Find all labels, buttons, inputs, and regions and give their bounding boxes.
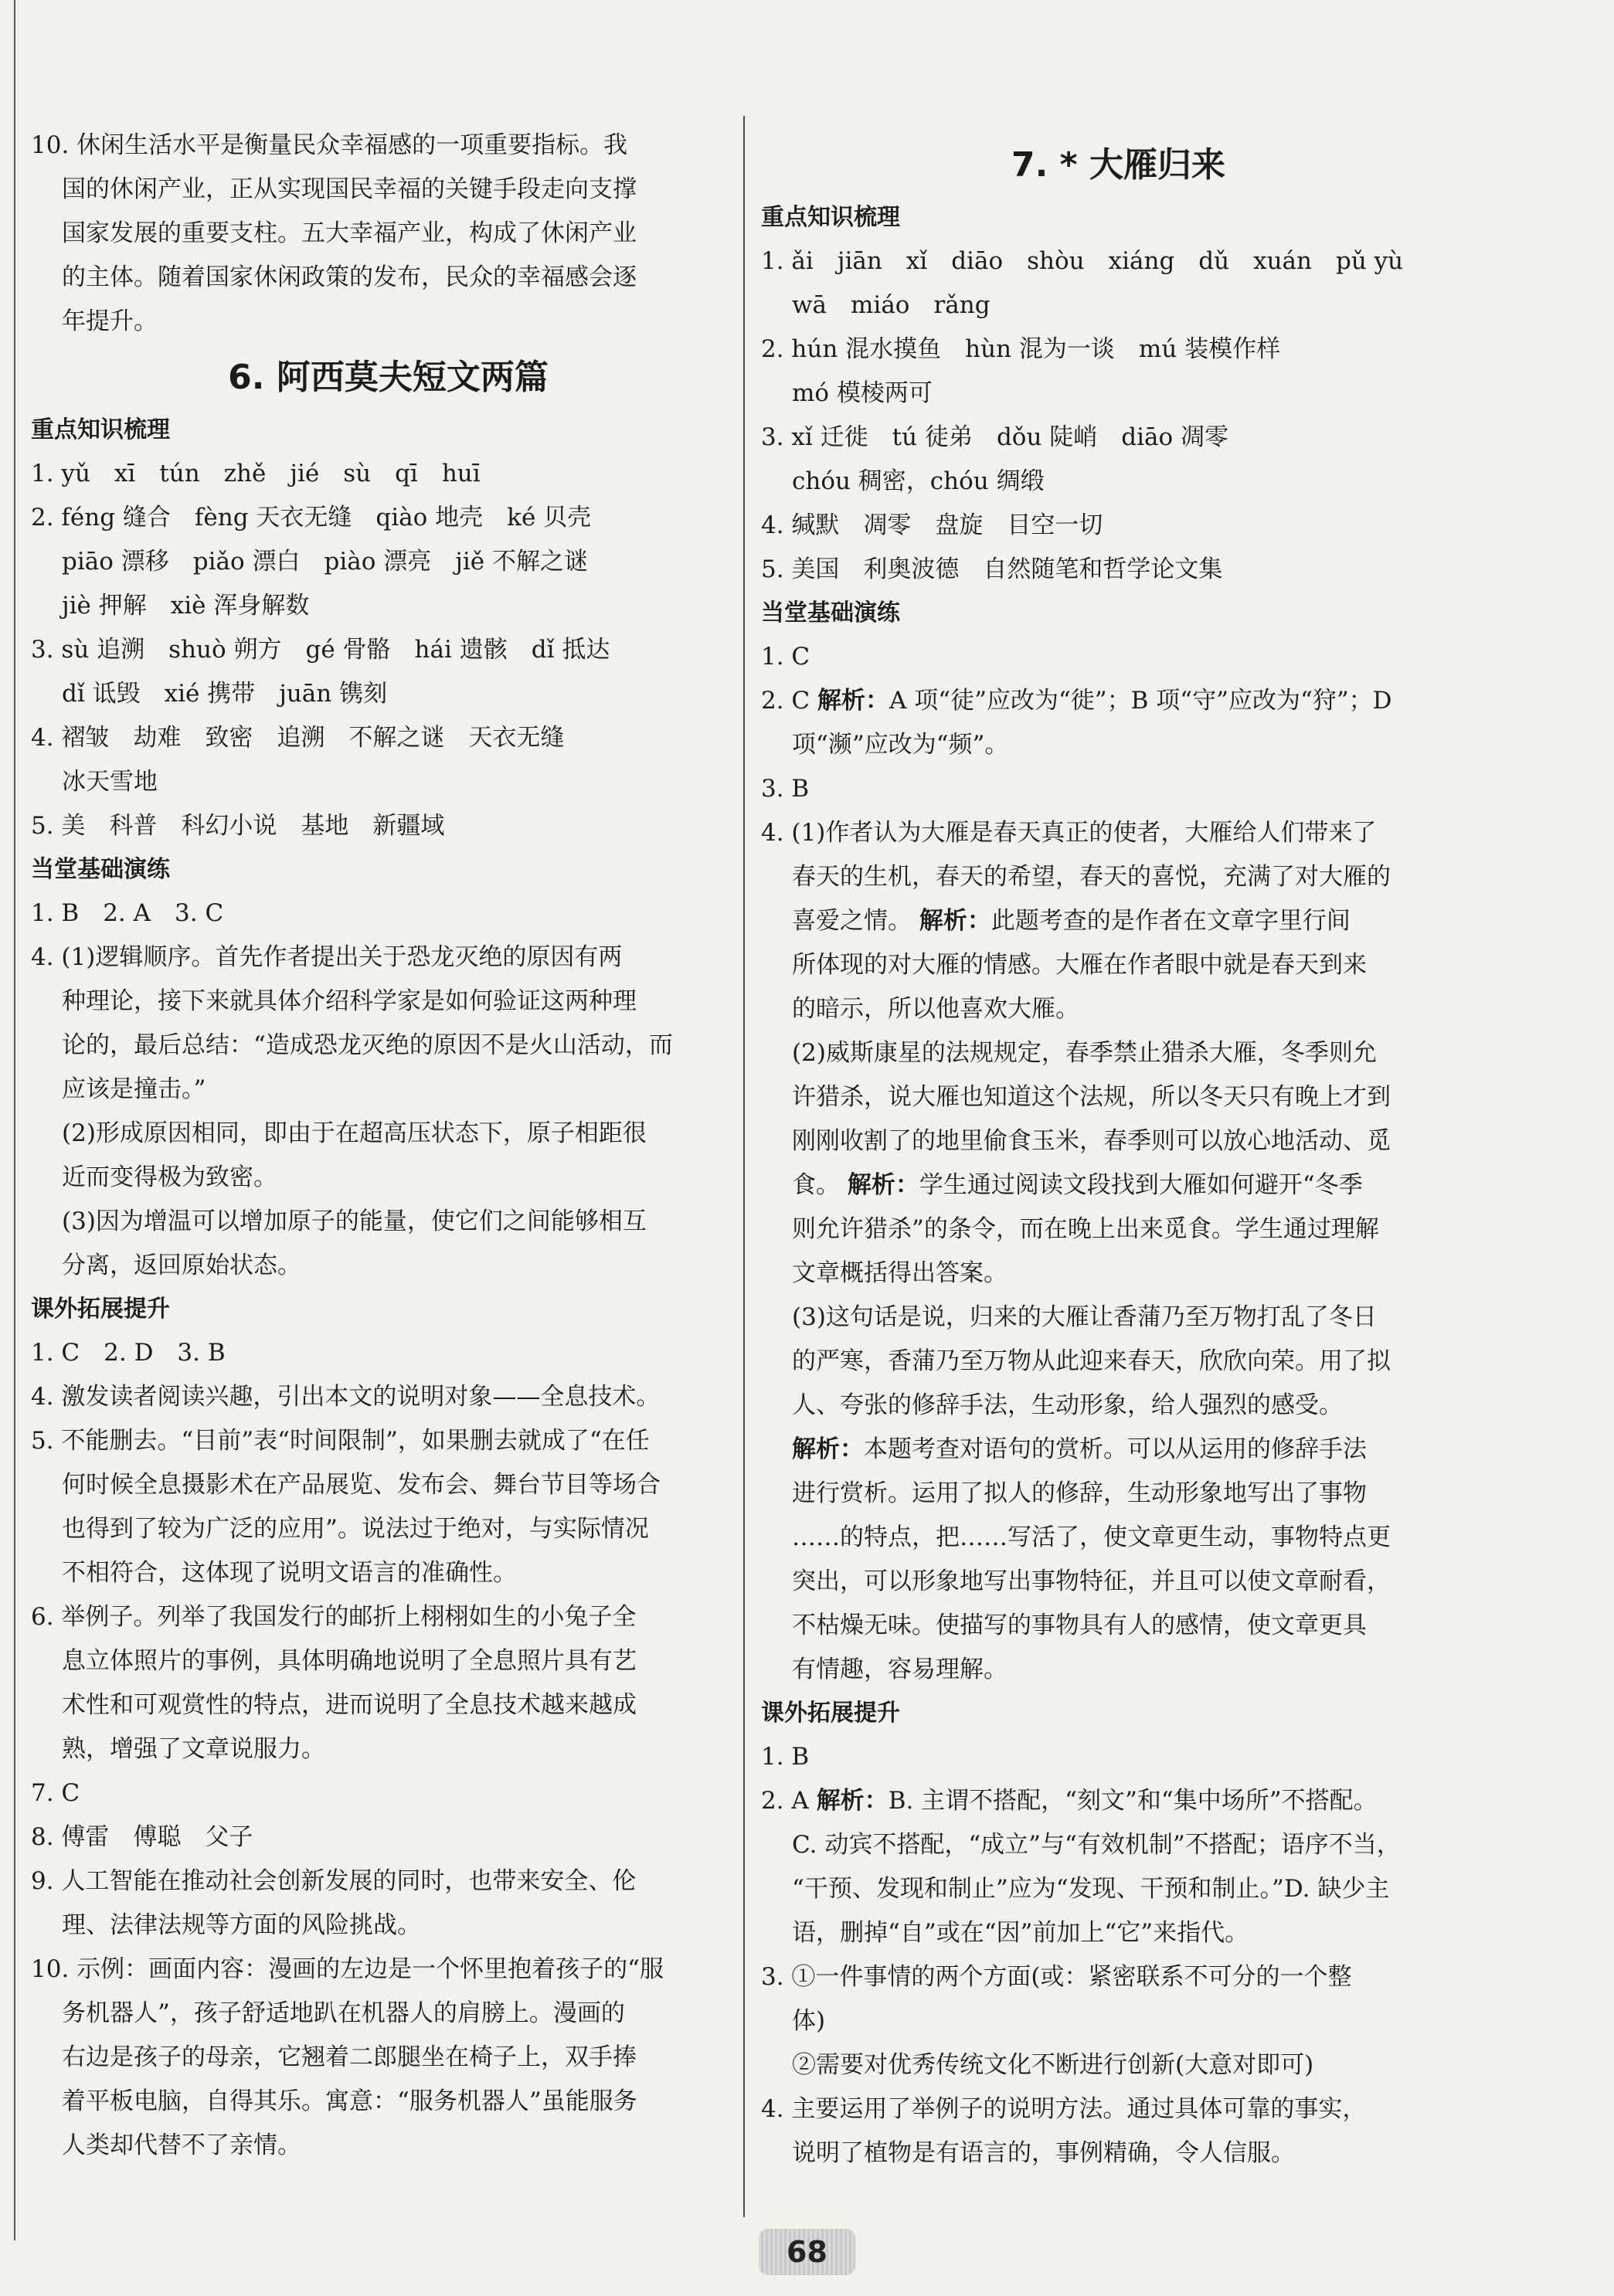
- text-line: 息立体照片的事例，具体明确地说明了全息照片具有艺: [62, 1647, 637, 1675]
- text-line: 不相符合，这体现了说明文语言的准确性。: [62, 1559, 517, 1587]
- text-line: piāo 漂移 piǎo 漂白 piào 漂亮 jiě 不解之谜: [62, 548, 588, 576]
- q10-previous-lesson: [31, 124, 746, 344]
- text-line: jiè 押解 xiè 浑身解数: [62, 592, 310, 620]
- text-line: 理、法律法规等方面的风险挑战。: [62, 1911, 421, 1939]
- text-line: 突出，可以形象地写出事物特征，并且可以使文章耐看，: [792, 1567, 1391, 1595]
- text-line: 4. 激发读者阅读兴趣，引出本文的说明对象——全息技术。: [31, 1383, 661, 1411]
- text-line: 1. B 2. A 3. C: [31, 899, 224, 927]
- text-line: 3. ①一件事情的两个方面(或：紧密联系不可分的一个整: [761, 1963, 1352, 1991]
- text-line: 种理论，接下来就具体介绍科学家是如何验证这两种理: [62, 987, 637, 1015]
- answer-text: 食。: [792, 1171, 840, 1199]
- text-line: 春天的生机，春天的希望，春天的喜悦，充满了对大雁的: [792, 863, 1391, 891]
- analysis-label: 解析：: [919, 907, 991, 935]
- text-line: 务机器人”，孩子舒适地趴在机器人的肩膀上。漫画的: [62, 1999, 625, 2027]
- answer: 2. A: [761, 1787, 809, 1815]
- text-line: 3. B: [761, 775, 810, 803]
- text-line: 近而变得极为致密。: [62, 1163, 277, 1191]
- analysis-label: 解析：: [817, 687, 890, 715]
- text-line: 6. 举例子。列举了我国发行的邮折上栩栩如生的小兔子全: [31, 1603, 637, 1631]
- text-line: 项“濒”应改为“频”。: [792, 731, 1009, 759]
- text-line: 2. hún 混水摸鱼 hùn 混为一谈 mú 装模作样: [761, 335, 1281, 363]
- text-line: “干预、发现和制止”应为“发现、干预和制止。”D. 缺少主: [792, 1875, 1390, 1903]
- text-line: 文章概括得出答案。: [792, 1259, 1007, 1287]
- text-line: 5. 美国 利奥波德 自然随笔和哲学论文集: [761, 555, 1223, 583]
- section-heading: 课外拓展提升: [761, 1700, 900, 1727]
- text-line: 体): [792, 2007, 826, 2035]
- text-line: 不枯燥无味。使描写的事物具有人的感情，使文章更具: [792, 1612, 1367, 1639]
- text-line: 语，删掉“自”或在“因”前加上“它”来指代。: [792, 1919, 1249, 1947]
- text-line: 10. 休闲生活水平是衡量民众幸福感的一项重要指标。我: [31, 131, 628, 159]
- text-line: 人、夸张的修辞手法，生动形象，给人强烈的感受。: [792, 1391, 1343, 1419]
- left-column: [31, 124, 746, 2168]
- text-line: [761, 1779, 1476, 1823]
- text-line: 5. 不能删去。“目前”表“时间限制”，如果删去就成了“在任: [31, 1427, 650, 1455]
- page-number-badge: [759, 2229, 855, 2275]
- section-heading: 当堂基础演练: [761, 599, 900, 627]
- text-line: 3. xǐ 迁徙 tú 徒弟 dǒu 陡峭 diāo 凋零: [761, 423, 1229, 451]
- text-line: 10. 示例：画面内容：漫画的左边是一个怀里抱着孩子的“服: [31, 1955, 664, 1983]
- text-line: 8. 傅雷 傅聪 父子: [31, 1823, 253, 1851]
- text-line: 国的休闲产业，正从实现国民幸福的关键手段走向支撑: [62, 175, 637, 203]
- text-line: 1. C: [761, 643, 810, 671]
- binding-margin-strip: [0, 0, 15, 2240]
- text-line: C. 动宾不搭配，“成立”与“有效机制”不搭配；语序不当，: [792, 1831, 1401, 1859]
- text-line: 1. C 2. D 3. B: [31, 1339, 226, 1367]
- section-heading: 重点知识梳理: [31, 416, 170, 443]
- text-line: (3)因为增温可以增加原子的能量，使它们之间能够相互: [62, 1207, 647, 1235]
- text-line: 2. féng 缝合 fèng 天衣无缝 qiào 地壳 ké 贝壳: [31, 504, 592, 532]
- text-line: ……的特点，把……写活了，使文章更生动，事物特点更: [792, 1523, 1391, 1551]
- text-line: 论的，最后总结：“造成恐龙灭绝的原因不是火山活动，而: [62, 1031, 673, 1059]
- text-line: 有情趣，容易理解。: [792, 1656, 1007, 1683]
- text-line: 1. yǔ xī tún zhě jié sù qī huī: [31, 460, 481, 487]
- text-line: 着平板电脑，自得其乐。寓意：“服务机器人”虽能服务: [62, 2087, 637, 2115]
- text-line: 4. (1)逻辑顺序。首先作者提出关于恐龙灭绝的原因有两: [31, 943, 623, 971]
- text-line: 则允许猎杀”的条令，而在晚上出来觅食。学生通过理解: [792, 1215, 1379, 1243]
- analysis-label: 解析：: [847, 1171, 919, 1199]
- answer-text: 喜爱之情。: [792, 907, 912, 935]
- text-line: 3. sù 追溯 shuò 朔方 gé 骨骼 hái 遗骸 dǐ 抵达: [31, 636, 610, 664]
- text-line: 许猎杀，说大雁也知道这个法规，所以冬天只有晚上才到: [792, 1083, 1391, 1111]
- text-line: 的严寒，香蒲乃至万物从此迎来春天，欣欣向荣。用了拟: [792, 1347, 1391, 1375]
- text-line: 5. 美 科普 科幻小说 基地 新疆域: [31, 812, 445, 840]
- text-line: 4. 主要运用了举例子的说明方法。通过具体可靠的事实，: [761, 2095, 1367, 2123]
- text-line: 进行赏析。运用了拟人的修辞，生动形象地写出了事物: [792, 1479, 1367, 1507]
- text-line: 9. 人工智能在推动社会创新发展的同时，也带来安全、伦: [31, 1867, 637, 1895]
- right-column: [761, 131, 1476, 2175]
- text-line: chóu 稠密，chóu 绸缎: [792, 467, 1045, 495]
- text-line: [761, 899, 1476, 943]
- text-line: 说明了植物是有语言的，事例精确，令人信服。: [792, 2139, 1295, 2167]
- text-line: 也得到了较为广泛的应用”。说法过于绝对，与实际情况: [62, 1515, 649, 1543]
- text-line: ②需要对优秀传统文化不断进行创新(大意对即可): [792, 2051, 1314, 2079]
- text-line: 刚刚收割了的地里偷食玉米，春季则可以放心地活动、觅: [792, 1127, 1391, 1155]
- text-line: 何时候全息摄影术在产品展览、发布会、舞台节目等场合: [62, 1471, 661, 1499]
- text-line: 右边是孩子的母亲，它翘着二郎腿坐在椅子上，双手捧: [62, 2043, 637, 2071]
- text-line: 术性和可观赏性的特点，进而说明了全息技术越来越成: [62, 1691, 637, 1719]
- text-line: 熟，增强了文章说服力。: [62, 1735, 325, 1763]
- analysis-label: 解析：: [792, 1435, 864, 1463]
- analysis-text: 学生通过阅读文段找到大雁如何避开“冬季: [919, 1171, 1363, 1199]
- text-line: 所体现的对大雁的情感。大雁在作者眼中就是春天到来: [792, 951, 1367, 979]
- section-heading: 当堂基础演练: [31, 856, 170, 883]
- text-line: mó 模棱两可: [792, 379, 933, 407]
- text-line: [761, 1163, 1476, 1207]
- text-line: 人类却代替不了亲情。: [62, 2131, 301, 2159]
- text-line: 的主体。随着国家休闲政策的发布，民众的幸福感会逐: [62, 263, 637, 291]
- text-line: 年提升。: [62, 307, 158, 335]
- analysis-text: A 项“徒”应改为“徙”；B 项“守”应改为“狩”；D: [889, 687, 1392, 715]
- section-heading: 重点知识梳理: [761, 204, 900, 231]
- text-line: (3)这句话是说，归来的大雁让香蒲乃至万物打乱了冬日: [792, 1303, 1377, 1331]
- analysis-text: B. 主谓不搭配，“刻文”和“集中场所”不搭配。: [888, 1787, 1378, 1815]
- text-line: [761, 1428, 1476, 1472]
- text-line: 的暗示，所以他喜欢大雁。: [792, 995, 1079, 1023]
- text-line: (2)威斯康星的法规规定，春季禁止猎杀大雁，冬季则允: [792, 1039, 1377, 1067]
- text-line: [761, 679, 1476, 723]
- text-line: 应该是撞击。”: [62, 1075, 206, 1103]
- answer: 2. C: [761, 687, 810, 715]
- lesson-7-title: 7. * 大雁归来: [1011, 145, 1225, 185]
- text-line: dǐ 诋毁 xié 携带 juān 镌刻: [62, 680, 388, 708]
- lesson-6-title: 6. 阿西莫夫短文两篇: [228, 358, 549, 397]
- analysis-text: 此题考查的是作者在文章字里行间: [990, 907, 1351, 935]
- text-line: 4. (1)作者认为大雁是春天真正的使者，大雁给人们带来了: [761, 819, 1377, 847]
- analysis-text: 本题考查对语句的赏析。可以从运用的修辞手法: [864, 1435, 1367, 1463]
- text-line: 1. ǎi jiān xǐ diāo shòu xiáng dǔ xuán pǔ yù: [761, 247, 1404, 275]
- text-line: 1. B: [761, 1743, 810, 1771]
- text-line: 国家发展的重要支柱。五大幸福产业，构成了休闲产业: [62, 219, 637, 247]
- analysis-label: 解析：: [816, 1787, 889, 1815]
- page-number: 68: [787, 2235, 827, 2269]
- text-line: 4. 缄默 凋零 盘旋 目空一切: [761, 511, 1103, 539]
- text-line: 4. 褶皱 劫难 致密 追溯 不解之谜 天衣无缝: [31, 724, 565, 752]
- text-line: wā miáo rǎng: [792, 291, 990, 319]
- text-line: 冰天雪地: [62, 768, 158, 796]
- text-line: 分离，返回原始状态。: [62, 1252, 301, 1279]
- text-line: (2)形成原因相同，即由于在超高压状态下，原子相距很: [62, 1119, 647, 1147]
- text-line: 7. C: [31, 1779, 80, 1807]
- section-heading: 课外拓展提升: [31, 1296, 170, 1323]
